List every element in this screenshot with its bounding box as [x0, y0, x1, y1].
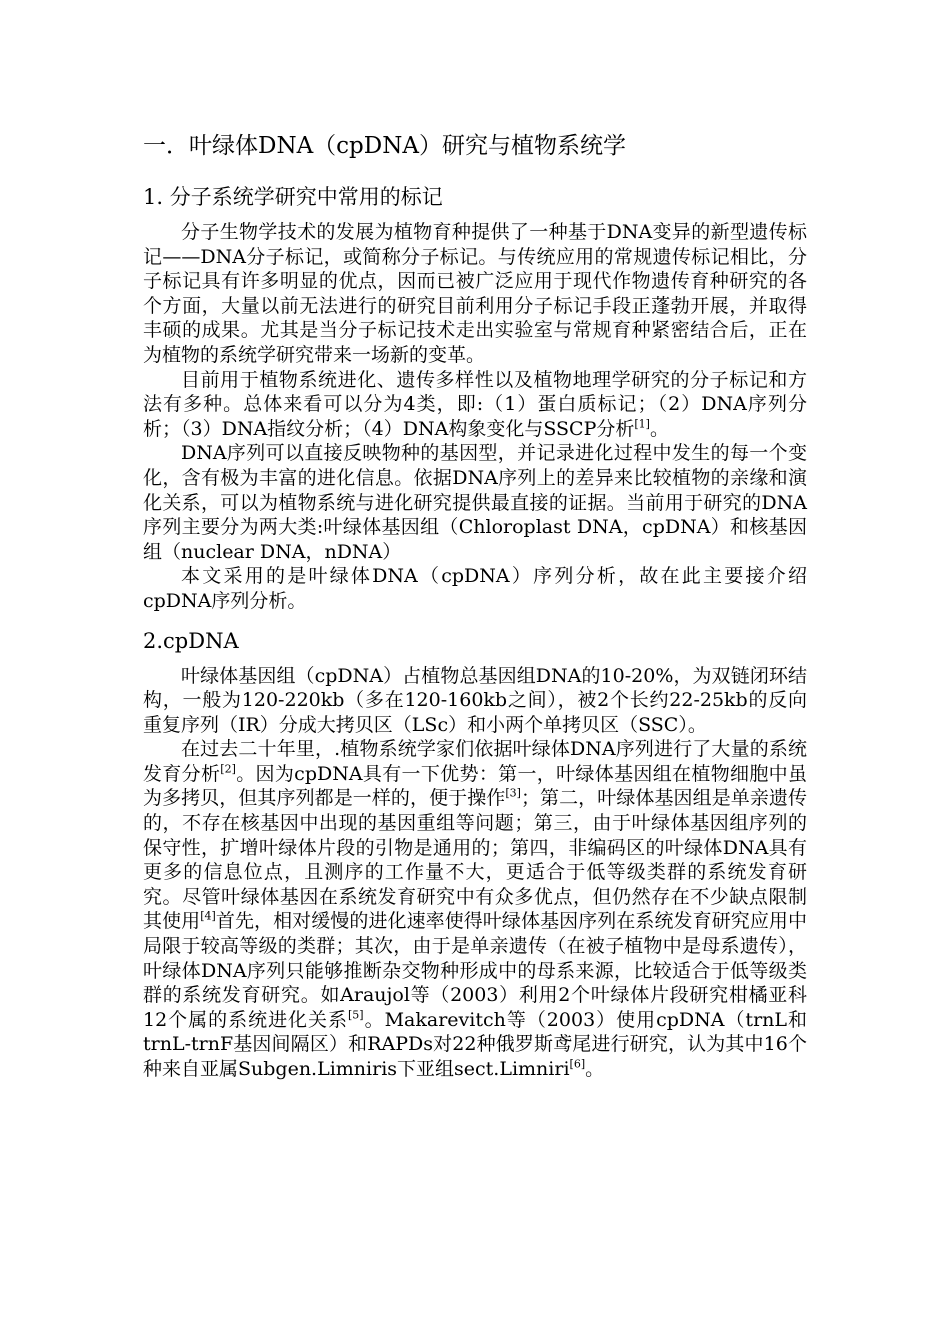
document-page — [143, 130, 807, 1082]
section-2-paragraph-2-part-d: 首先，相对缓慢的进化速率使得叶绿体基因序列在系统发育研究应用中局限于较高等级的类群；其次，由于是单亲遗传（在被子植物中是母系遗传），叶绿体DNA序列只能够推断杂交物种形成中的母系来源，比较适合于低等级类群的系统发育研究。如Araujol等（2003）利用2个叶绿体片段研究柑橘亚科12个属的系统进化关系 — [143, 910, 807, 1031]
citation-2: [2] — [220, 762, 236, 776]
section-2-paragraph-1: 叶绿体基因组（cpDNA）占植物总基因组DNA的10-20%，为双链闭环结构，一般为120-220kb（多在120-160kb之间），被2个长约22-25kb的反向重复序列（IR）分成大拷贝区（LSc）和小两个单拷贝区（SSC）。 — [143, 664, 807, 736]
section-2-paragraph-2-part-e: 。Makarevitch等（2003）使用cpDNA（trnL和trnL-trnF基因间隔区）和RAPDs对22种俄罗斯鸢尾进行研究，认为其中16个种来自亚属Subgen.Limniris下亚组sect.Limniri — [143, 1008, 807, 1080]
section-2-paragraph-2-part-b: 。因为cpDNA具有一下优势：第一，叶绿体基因组在植物细胞中虽为多拷贝，但其序列都是一样的，便于操作 — [143, 762, 807, 810]
section-2-paragraph-2-part-a: 在过去二十年里，.植物系统学家们依据叶绿体DNA序列进行了大量的系统发育分析 — [143, 738, 807, 785]
section-1-paragraph-2 — [143, 368, 807, 442]
section-1-paragraph-3: DNA序列可以直接反映物种的基因型，并记录进化过程中发生的每一个变化，含有极为丰富的进化信息。依据DNA序列上的差异来比较植物的亲缘和演化关系，可以为植物系统与进化研究提供最直接的证据。当前用于研究的DNA序列主要分为两大类:叶绿体基因组（Chloroplast DNA，cpDNA）和核基因组（nuclear DNA，nDNA） — [143, 442, 807, 563]
section-1-paragraph-4: 本文采用的是叶绿体DNA（cpDNA）序列分析，故在此主要接介绍cpDNA序列分析。 — [143, 565, 807, 612]
section-1-paragraph-1: 分子生物学技术的发展为植物育种提供了一种基于DNA变异的新型遗传标记——DNA分子标记，或简称分子标记。与传统应用的常规遗传标记相比，分子标记具有许多明显的优点，因而已被广泛应用于现代作物遗传育种研究的各个方面，大量以前无法进行的研究目前利用分子标记手段正蓬勃开展，并取得丰硕的成果。尤其是当分子标记技术走出实验室与常规育种紧密结合后，正在为植物的系统学研究带来一场新的变革。 — [143, 221, 807, 366]
section-2-heading: 2.cpDNA — [143, 628, 239, 653]
section-2-paragraph-2-part-f: 。 — [585, 1058, 605, 1080]
section-2-paragraph-2-part-c: ；第二，叶绿体基因组是单亲遗传的，不存在核基因中出现的基因重组等问题；第三，由于叶绿体基因组序列的保守性，扩增叶绿体片段的引物是通用的；第四，非编码区的叶绿体DNA具有更多的信息位点，且测序的工作量不大，更适合于低等级类群的系统发育研究。尽管叶绿体基因在系统发育研究中有众多优点，但仍然存在不少缺点限制其使用 — [143, 787, 807, 933]
section-1-paragraph-2-text: 目前用于植物系统进化、遗传多样性以及植物地理学研究的分子标记和方法有多种。总体来看可以分为4类，即:（1）蛋白质标记；（2）DNA序列分析；（3）DNA指纹分析；（4）DNA构象变化与SSCP分析 — [143, 368, 807, 440]
section-1-paragraph-2-end: 。 — [649, 417, 669, 440]
citation-5: [5] — [348, 1008, 364, 1022]
main-heading: 一．叶绿体DNA（cpDNA）研究与植物系统学 — [143, 133, 626, 159]
citation-4: [4] — [200, 910, 216, 924]
citation-3: [3] — [505, 787, 521, 801]
citation-1: [1] — [634, 417, 650, 431]
citation-6: [6] — [569, 1057, 586, 1071]
section-2-paragraph-2 — [143, 737, 807, 1081]
section-1-heading: 1. 分子系统学研究中常用的标记 — [143, 185, 443, 209]
